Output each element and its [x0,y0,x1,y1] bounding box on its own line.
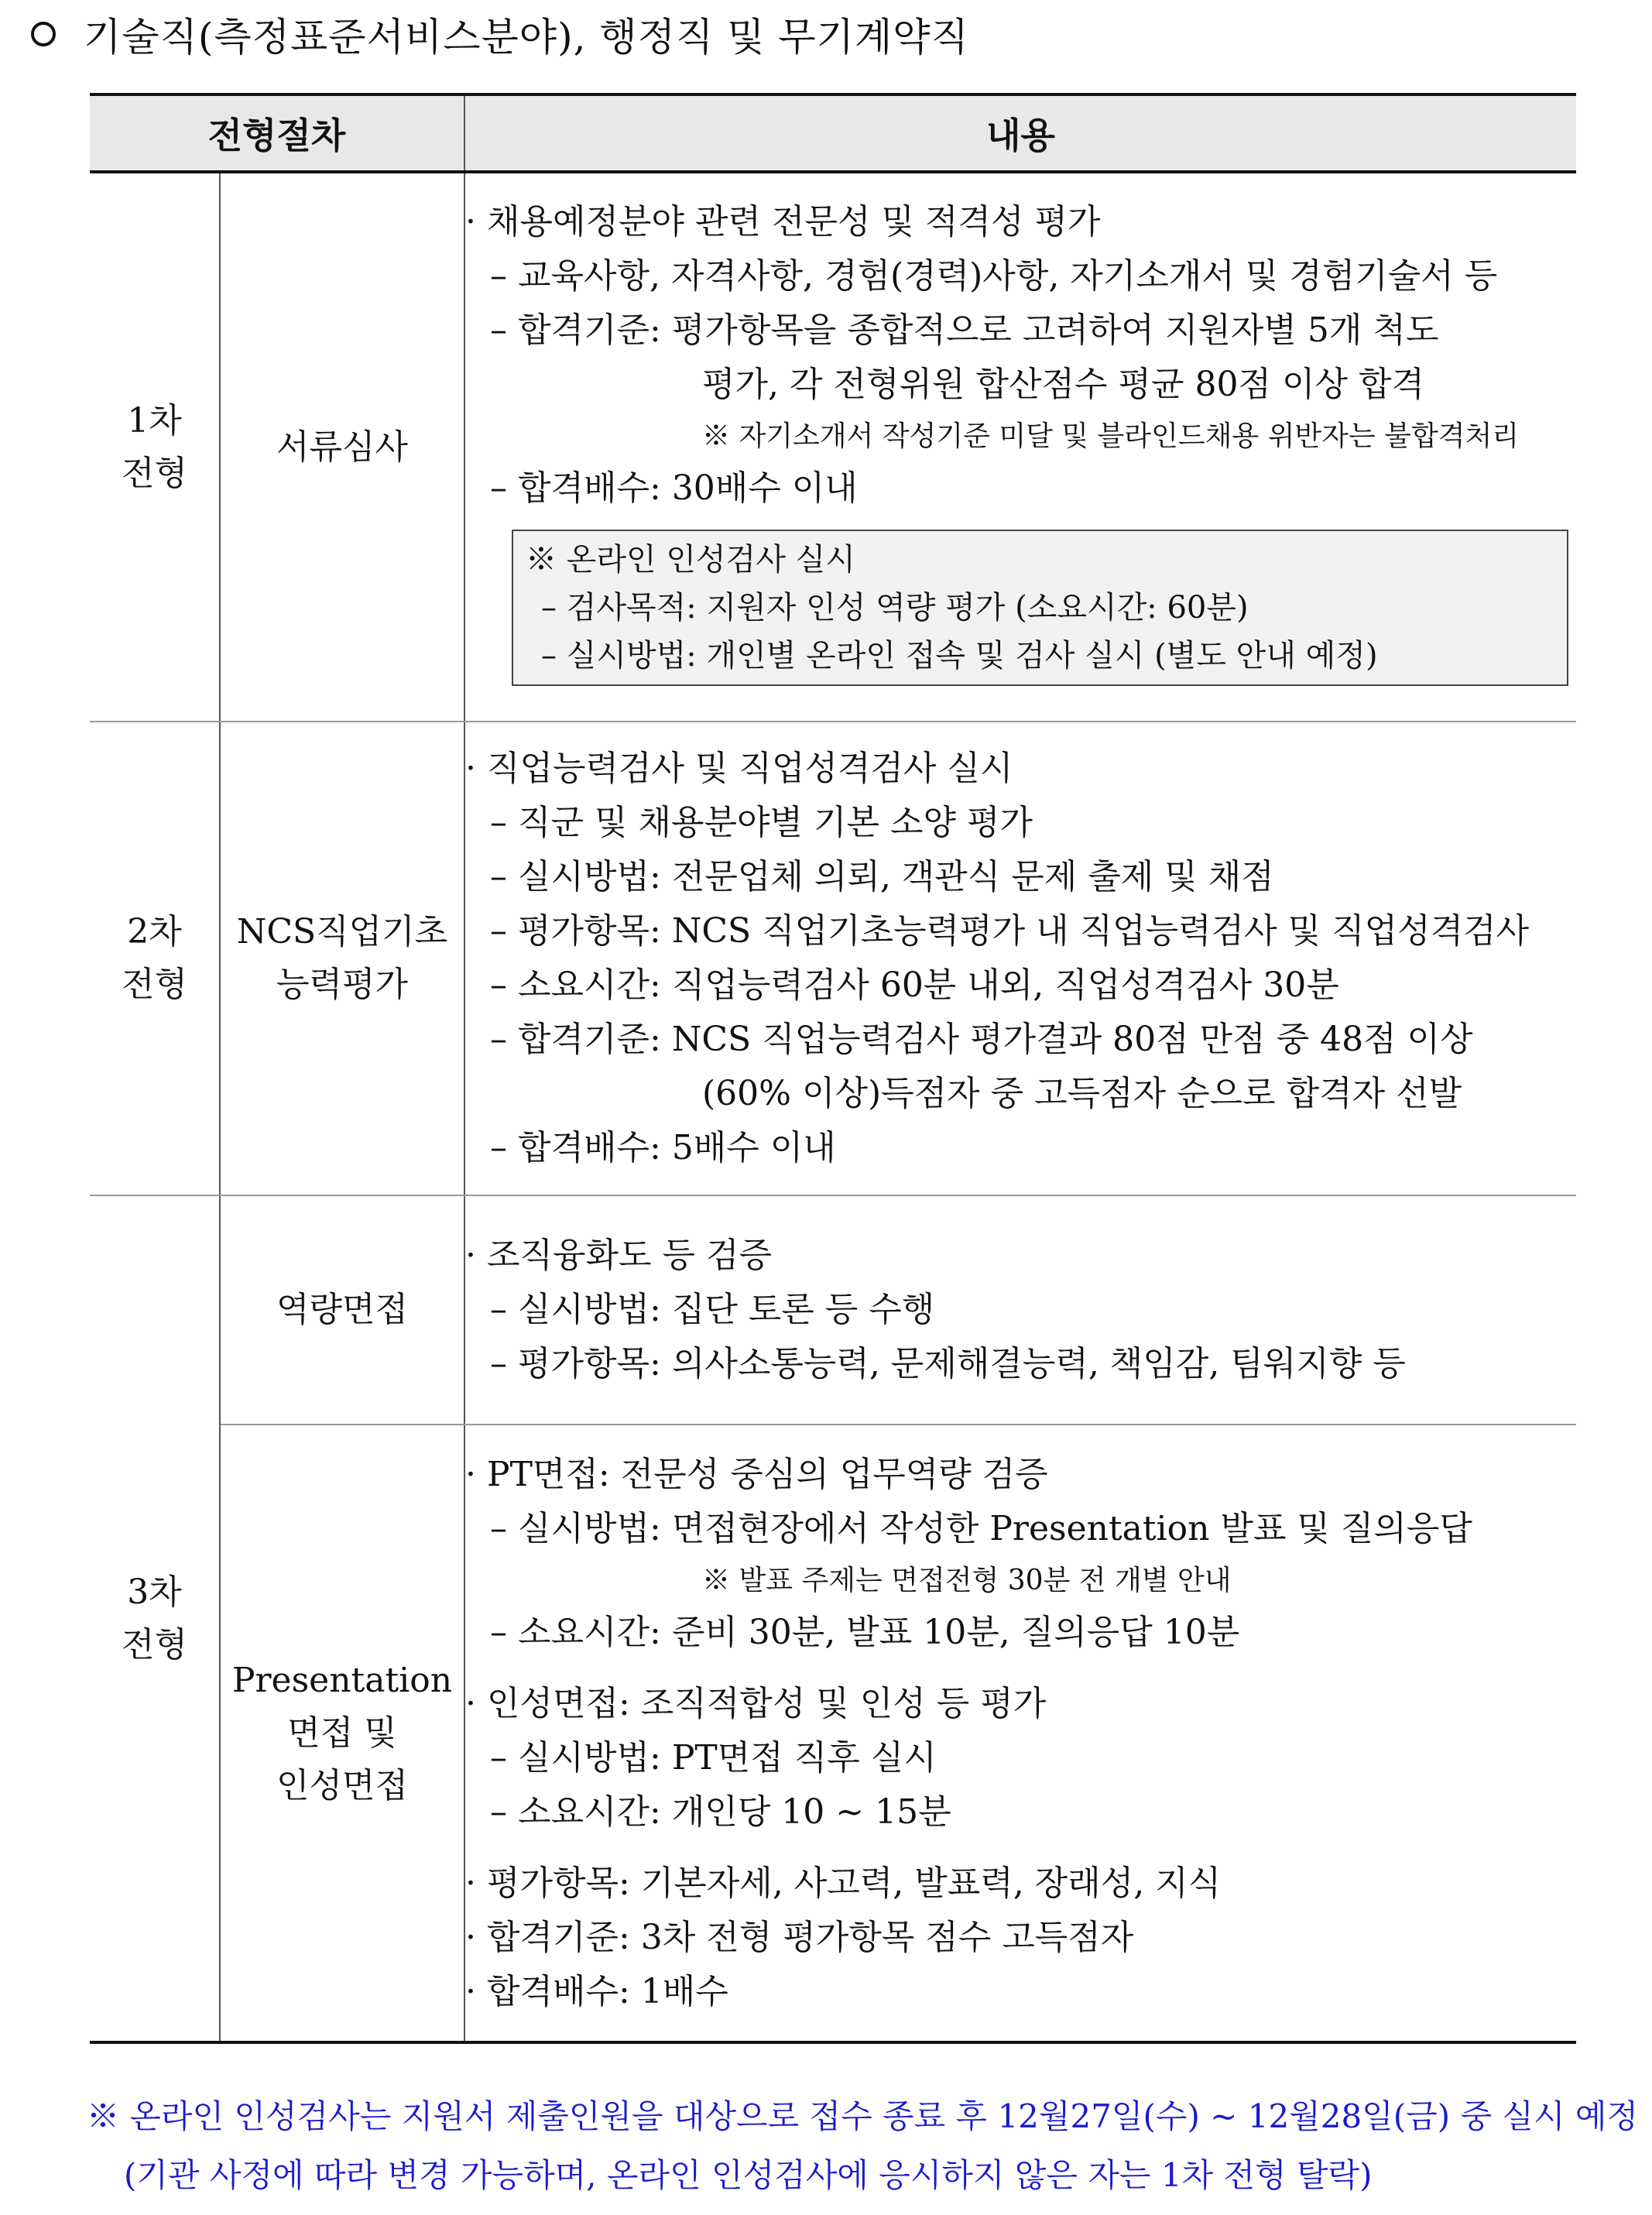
content-cell [464,1425,1576,2042]
stage-label: 3차 [127,1572,182,1612]
content-cell [464,172,1576,722]
content-line: – 실시방법: 전문업체 의뢰, 객관식 문제 출제 및 채점 [490,857,1274,897]
substage-label: 면접 및 [287,1713,397,1753]
content-line: 평가, 각 전형위원 합산점수 평균 80점 이상 합격 [702,364,1424,404]
header-content: 내용 [464,94,1576,172]
content-cell [464,1195,1576,1425]
substage-label: 인성면접 [276,1765,408,1805]
table-row [90,1425,1576,2042]
content-line: – 실시방법: PT면접 직후 실시 [490,1737,937,1778]
substage-cell [220,1425,464,2042]
content-line: · 채용예정분야 관련 전문성 및 적격성 평가 [465,201,1101,242]
content-note: ※ 발표 주제는 면접전형 30분 전 개별 안내 [702,1564,1232,1596]
stage-cell [90,722,220,1195]
content-line: · 합격배수: 1배수 [465,1971,728,2011]
section-heading-text: 기술직(측정표준서비스분야), 행정직 및 무기계약직 [84,15,969,60]
substage-label: 능력평가 [276,965,408,1004]
table-row [90,1195,1576,1425]
content-line: · PT면접: 전문성 중심의 업무역량 검증 [465,1454,1048,1494]
circle-bullet-icon [31,22,56,46]
content-line: · 평가항목: 기본자세, 사고력, 발표력, 장래성, 지식 [465,1863,1222,1903]
table-row [90,172,1576,722]
content-line: – 실시방법: 면접현장에서 작성한 Presentation 발표 및 질의응답 [490,1508,1472,1548]
content-line: · 직업능력검사 및 직업성격검사 실시 [465,749,1013,788]
content-line: – 평가항목: 의사소통능력, 문제해결능력, 책임감, 팀워지향 등 [490,1344,1406,1384]
stage-cell [90,172,220,722]
content-line: · 합격기준: 3차 전형 평가항목 점수 고득점자 [465,1917,1134,1957]
content-line: – 합격기준: 평가항목을 종합적으로 고려하여 지원자별 5개 척도 [490,310,1439,350]
spacer [465,1840,1576,1857]
substage-label: Presentation [231,1660,453,1700]
content-line: – 소요시간: 개인당 10 ~ 15분 [490,1792,951,1832]
footer-line: (기관 사정에 따라 변경 가능하며, 온라인 인성검사에 응시하지 않은 자는 1차 전형 탈락) [124,2156,1373,2194]
substage-cell [220,1195,464,1425]
spacer [465,1660,1576,1677]
content-line: (60% 이상)득점자 중 고득점자 순으로 합격자 선발 [702,1074,1462,1113]
content-line: · 조직융화도 등 검증 [465,1236,772,1275]
content-line: – 교육사항, 자격사항, 경험(경력)사항, 자기소개서 및 경험기술서 등 [490,255,1498,296]
box-line: – 실시방법: 개인별 온라인 접속 및 검사 실시 (별도 안내 예정) [541,637,1378,674]
footer-line: ※ 온라인 인성검사는 지원서 제출인원을 대상으로 접수 종료 후 12월27일(수) ~ 12월28일(금) 중 실시 예정 [87,2097,1639,2135]
stage-label: 전형 [121,453,187,493]
substage-cell [220,722,464,1195]
substage-cell [220,172,464,722]
content-line: – 직군 및 채용분야별 기본 소양 평가 [490,803,1033,842]
substage-label: NCS직업기초 [236,912,448,951]
header-procedure: 전형절차 [90,94,464,172]
substage-label: 서류심사 [276,427,408,467]
selection-procedure-table [90,93,1576,2044]
online-test-notice-box [512,530,1568,686]
stage-cell [90,1195,220,2042]
content-line: – 평가항목: NCS 직업기초능력평가 내 직업능력검사 및 직업성격검사 [490,911,1530,951]
table-row [90,722,1576,1195]
box-line: – 검사목적: 지원자 인성 역량 평가 (소요시간: 60분) [541,589,1249,626]
substage-label: 역량면접 [276,1290,408,1329]
section-heading [31,3,969,65]
content-line: – 소요시간: 직업능력검사 60분 내외, 직업성격검사 30분 [490,965,1339,1005]
stage-label: 전형 [121,965,187,1004]
content-cell [464,722,1576,1195]
content-line: – 실시방법: 집단 토론 등 수행 [490,1290,935,1329]
box-line: ※ 온라인 인성검사 실시 [526,541,855,578]
content-line: · 인성면접: 조직적합성 및 인성 등 평가 [465,1683,1047,1723]
footer-notice [87,2087,1638,2205]
content-line: – 소요시간: 준비 30분, 발표 10분, 질의응답 10분 [490,1612,1240,1652]
content-note: ※ 자기소개서 작성기준 미달 및 블라인드채용 위반자는 불합격처리 [702,420,1520,452]
content-line: – 합격기준: NCS 직업능력검사 평가결과 80점 만점 중 48점 이상 [490,1020,1473,1059]
stage-label: 1차 [127,400,182,441]
stage-label: 전형 [121,1624,187,1665]
stage-label: 2차 [127,912,182,951]
table-header-row [90,94,1576,172]
content-line: – 합격배수: 5배수 이내 [490,1128,836,1168]
content-line: – 합격배수: 30배수 이내 [490,468,858,508]
